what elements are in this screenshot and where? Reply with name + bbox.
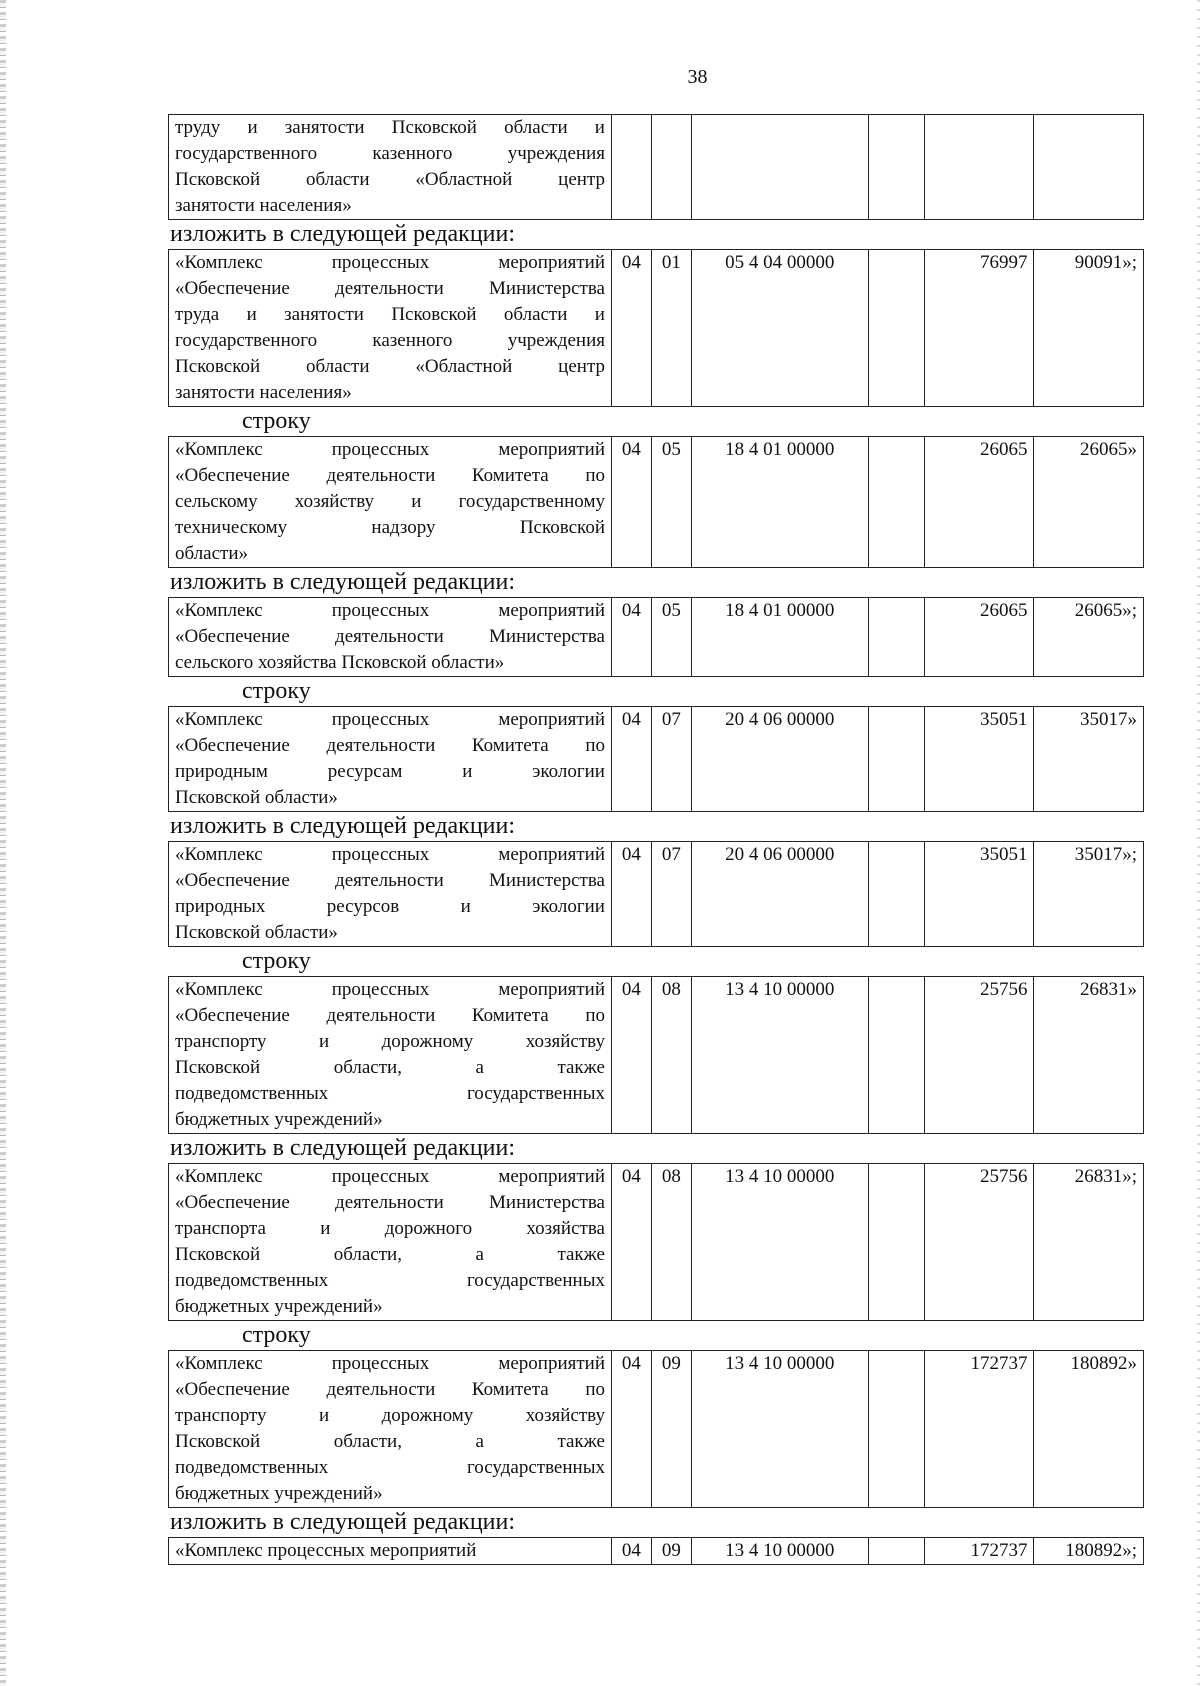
- cell-expense-type: [868, 437, 924, 568]
- cell-target-code: 18 4 01 00000: [691, 598, 868, 677]
- item-name-line: «Обеспечение деятельности Комитета по: [175, 735, 605, 756]
- item-name-line: области»: [175, 543, 249, 564]
- cell-target-code: 20 4 06 00000: [691, 842, 868, 947]
- budget-row-table: [168, 249, 1144, 407]
- item-name-line: «Комплекс процессных мероприятий: [175, 600, 605, 621]
- cell-amount-1: 25756: [925, 1164, 1034, 1321]
- cell-section: 04: [611, 977, 651, 1134]
- item-name-line: занятости населения»: [175, 382, 352, 403]
- item-name-line: Псковской области «Областной центр: [175, 169, 605, 190]
- caption-row-label: строку: [242, 678, 311, 704]
- cell-subsection: 01: [651, 250, 691, 407]
- cell-target-code: 13 4 10 00000: [691, 1164, 868, 1321]
- document-body: [168, 114, 1144, 1565]
- cell-amount-2: 26065»: [1034, 437, 1144, 568]
- cell-subsection: [651, 115, 691, 220]
- cell-amount-2: 180892»;: [1034, 1538, 1144, 1565]
- cell-subsection: 07: [651, 707, 691, 812]
- item-name-line: бюджетных учреждений»: [175, 1109, 383, 1130]
- table-row: [169, 1538, 1144, 1565]
- cell-section: 04: [611, 1351, 651, 1508]
- cell-amount-1: 172737: [925, 1351, 1034, 1508]
- item-name-line: «Обеспечение деятельности Министерства: [175, 626, 605, 647]
- item-name-line: «Комплекс процессных мероприятий: [175, 252, 605, 273]
- item-name-line: Псковской области»: [175, 922, 338, 943]
- cell-amount-2: 180892»: [1034, 1351, 1144, 1508]
- cell-amount-1: 172737: [925, 1538, 1034, 1565]
- cell-item-name: [169, 1351, 612, 1508]
- cell-amount-1: 26065: [925, 437, 1034, 568]
- item-name-line: Псковской области, а также: [175, 1431, 605, 1452]
- cell-subsection: 07: [651, 842, 691, 947]
- cell-expense-type: [868, 977, 924, 1134]
- cell-subsection: 05: [651, 437, 691, 568]
- budget-row-table: [168, 114, 1144, 220]
- cell-target-code: 13 4 10 00000: [691, 977, 868, 1134]
- item-name-line: государственного казенного учреждения: [175, 330, 605, 351]
- item-name-line: «Комплекс процессных мероприятий: [175, 439, 605, 460]
- cell-subsection: 09: [651, 1351, 691, 1508]
- item-name-line: транспорту и дорожному хозяйству: [175, 1405, 605, 1426]
- item-name-line: «Обеспечение деятельности Министерства: [175, 1192, 605, 1213]
- caption-new-wording: изложить в следующей редакции:: [170, 1509, 516, 1535]
- item-name-line: «Комплекс процессных мероприятий: [175, 1166, 605, 1187]
- budget-row-table: [168, 597, 1144, 677]
- item-name-line: «Комплекс процессных мероприятий: [175, 844, 605, 865]
- item-name-line: подведомственных государственных: [175, 1083, 605, 1104]
- item-name-line: подведомственных государственных: [175, 1270, 605, 1291]
- table-row: [169, 437, 1144, 568]
- cell-item-name: [169, 842, 612, 947]
- cell-target-code: 13 4 10 00000: [691, 1538, 868, 1565]
- scan-edge-left: [0, 0, 6, 1686]
- cell-item-name: [169, 977, 612, 1134]
- cell-section: 04: [611, 1538, 651, 1565]
- item-name-line: «Комплекс процессных мероприятий: [175, 979, 605, 1000]
- cell-expense-type: [868, 598, 924, 677]
- cell-subsection: 09: [651, 1538, 691, 1565]
- item-name-line: «Обеспечение деятельности Комитета по: [175, 465, 605, 486]
- cell-item-name: [169, 598, 612, 677]
- cell-expense-type: [868, 1351, 924, 1508]
- cell-expense-type: [868, 707, 924, 812]
- item-name-line: занятости населения»: [175, 195, 352, 216]
- cell-amount-1: 76997: [925, 250, 1034, 407]
- budget-row-table: [168, 1163, 1144, 1321]
- cell-expense-type: [868, 115, 924, 220]
- item-name-line: Псковской области «Областной центр: [175, 356, 605, 377]
- page-number: 38: [687, 66, 708, 88]
- item-name-line: «Обеспечение деятельности Министерства: [175, 278, 605, 299]
- table-row: [169, 977, 1144, 1134]
- budget-row-table: [168, 706, 1144, 812]
- caption-new-wording: изложить в следующей редакции:: [170, 221, 516, 247]
- caption-new-wording: изложить в следующей редакции:: [170, 1135, 516, 1161]
- item-name-line: природным ресурсам и экологии: [175, 761, 605, 782]
- cell-section: 04: [611, 1164, 651, 1321]
- item-name-line: труду и занятости Псковской области и: [175, 117, 605, 138]
- table-row: [169, 1351, 1144, 1508]
- item-name-line: «Комплекс процессных мероприятий: [175, 1540, 477, 1561]
- cell-section: 04: [611, 250, 651, 407]
- cell-item-name: [169, 707, 612, 812]
- cell-amount-2: 26831»: [1034, 977, 1144, 1134]
- table-row: [169, 842, 1144, 947]
- cell-section: 04: [611, 707, 651, 812]
- item-name-line: сельскому хозяйству и государственному: [175, 491, 605, 512]
- item-name-line: природных ресурсов и экологии: [175, 896, 605, 917]
- item-name-line: «Обеспечение деятельности Комитета по: [175, 1379, 605, 1400]
- cell-amount-2: 35017»;: [1034, 842, 1144, 947]
- table-row: [169, 1164, 1144, 1321]
- caption-new-wording: изложить в следующей редакции:: [170, 569, 516, 595]
- cell-amount-2: [1034, 115, 1144, 220]
- cell-target-code: 18 4 01 00000: [691, 437, 868, 568]
- budget-row-table: [168, 1350, 1144, 1508]
- cell-section: 04: [611, 842, 651, 947]
- item-name-line: подведомственных государственных: [175, 1457, 605, 1478]
- cell-section: [611, 115, 651, 220]
- item-name-line: сельского хозяйства Псковской области»: [175, 652, 505, 673]
- cell-item-name: [169, 1164, 612, 1321]
- table-row: [169, 707, 1144, 812]
- caption-row-label: строку: [242, 948, 311, 974]
- item-name-line: техническому надзору Псковской: [175, 517, 605, 538]
- cell-amount-1: 35051: [925, 842, 1034, 947]
- item-name-line: бюджетных учреждений»: [175, 1483, 383, 1504]
- caption-new-wording: изложить в следующей редакции:: [170, 813, 516, 839]
- item-name-line: «Комплекс процессных мероприятий: [175, 1353, 605, 1374]
- item-name-line: «Обеспечение деятельности Комитета по: [175, 1005, 605, 1026]
- cell-amount-1: [925, 115, 1034, 220]
- budget-row-table: [168, 1537, 1144, 1565]
- cell-subsection: 08: [651, 977, 691, 1134]
- cell-amount-2: 35017»: [1034, 707, 1144, 812]
- cell-expense-type: [868, 1164, 924, 1321]
- cell-item-name: [169, 250, 612, 407]
- item-name-line: «Обеспечение деятельности Министерства: [175, 870, 605, 891]
- item-name-line: «Комплекс процессных мероприятий: [175, 709, 605, 730]
- cell-expense-type: [868, 1538, 924, 1565]
- caption-row-label: строку: [242, 408, 311, 434]
- table-row: [169, 250, 1144, 407]
- cell-target-code: 20 4 06 00000: [691, 707, 868, 812]
- cell-item-name: [169, 1538, 612, 1565]
- item-name-line: бюджетных учреждений»: [175, 1296, 383, 1317]
- cell-target-code: 05 4 04 00000: [691, 250, 868, 407]
- cell-amount-1: 35051: [925, 707, 1034, 812]
- cell-section: 04: [611, 437, 651, 568]
- cell-item-name: [169, 115, 612, 220]
- item-name-line: Псковской области, а также: [175, 1244, 605, 1265]
- cell-target-code: [691, 115, 868, 220]
- cell-amount-2: 90091»;: [1034, 250, 1144, 407]
- budget-row-table: [168, 841, 1144, 947]
- cell-expense-type: [868, 842, 924, 947]
- cell-subsection: 08: [651, 1164, 691, 1321]
- cell-subsection: 05: [651, 598, 691, 677]
- cell-amount-2: 26065»;: [1034, 598, 1144, 677]
- cell-amount-1: 26065: [925, 598, 1034, 677]
- cell-expense-type: [868, 250, 924, 407]
- budget-row-table: [168, 436, 1144, 568]
- item-name-line: государственного казенного учреждения: [175, 143, 605, 164]
- item-name-line: Псковской области, а также: [175, 1057, 605, 1078]
- cell-amount-1: 25756: [925, 977, 1034, 1134]
- item-name-line: труда и занятости Псковской области и: [175, 304, 605, 325]
- table-row: [169, 115, 1144, 220]
- cell-section: 04: [611, 598, 651, 677]
- cell-target-code: 13 4 10 00000: [691, 1351, 868, 1508]
- table-row: [169, 598, 1144, 677]
- caption-row-label: строку: [242, 1322, 311, 1348]
- item-name-line: Псковской области»: [175, 787, 338, 808]
- item-name-line: транспорту и дорожному хозяйству: [175, 1031, 605, 1052]
- budget-row-table: [168, 976, 1144, 1134]
- cell-item-name: [169, 437, 612, 568]
- item-name-line: транспорта и дорожного хозяйства: [175, 1218, 605, 1239]
- cell-amount-2: 26831»;: [1034, 1164, 1144, 1321]
